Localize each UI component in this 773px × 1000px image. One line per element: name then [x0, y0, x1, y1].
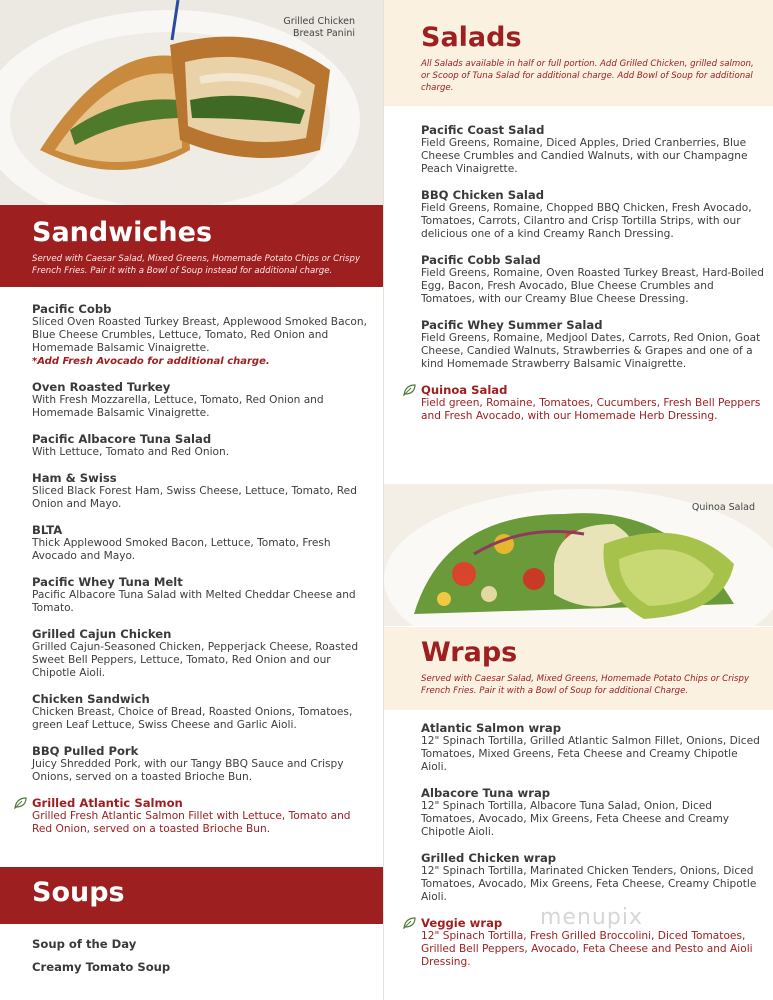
item-name: Oven Roasted Turkey — [32, 380, 171, 394]
menu-item — [421, 384, 766, 423]
item-description: Thick Applewood Smoked Bacon, Lettuce, Tomato, Fresh Avocado and Mayo. — [32, 537, 331, 562]
item-description: Field green, Romaine, Tomatoes, Cucumbers, Fresh Bell Peppers and Fresh Avocado, with our Homemade Herb Dressing. — [421, 397, 761, 422]
quinoa-caption: Quinoa Salad — [691, 502, 755, 513]
sandwiches-header — [0, 205, 383, 287]
sandwiches-note: Served with Caesar Salad, Mixed Greens, Homemade Potato Chips or Crispy French Fries. Pair it with a Bowl of Soup instead for additional charge. — [32, 254, 361, 276]
item-description: 12" Spinach Tortilla, Albacore Tuna Salad, Onion, Diced Tomatoes, Avocado, Mix Greens, Feta Cheese and Creamy Chipotle Aioli. — [421, 800, 730, 838]
wraps-list — [421, 722, 766, 982]
menu-item — [421, 787, 766, 839]
item-description: Grilled Fresh Atlantic Salmon Fillet with Lettuce, Tomato and Red Onion, served on a toasted Brioche Bun. — [32, 810, 351, 835]
leaf-icon — [14, 797, 27, 809]
leaf-icon — [403, 384, 416, 396]
item-description: Chicken Breast, Choice of Bread, Roasted Onions, Tomatoes, green Leaf Lettuce, Swiss Cheese and Garlic Aioli. — [32, 706, 353, 731]
item-name: Pacific Cobb Salad — [421, 253, 541, 267]
wraps-header — [384, 627, 773, 710]
menupix-watermark: menupix — [540, 905, 643, 930]
item-name: Pacific Whey Summer Salad — [421, 318, 603, 332]
left-column — [0, 0, 383, 1000]
item-name: Grilled Atlantic Salmon — [32, 796, 183, 810]
item-description: With Fresh Mozzarella, Lettuce, Tomato, Red Onion and Homemade Balsamic Vinaigrette. — [32, 394, 324, 419]
menu-item — [32, 693, 372, 732]
menu-item — [32, 303, 372, 368]
menu-item — [421, 189, 766, 241]
right-column — [383, 0, 773, 1000]
item-name: Pacific Albacore Tuna Salad — [32, 432, 212, 446]
salads-header — [384, 0, 773, 106]
item-name: Chicken Sandwich — [32, 692, 150, 706]
salads-title: Salads — [421, 22, 522, 53]
salads-note: All Salads available in half or full portion. Add Grilled Chicken, grilled salmon, or Scoop of Tuna Salad for additional charge. Add Bowl of Soup for additional charge. — [421, 59, 754, 93]
item-name: Atlantic Salmon wrap — [421, 721, 562, 735]
item-name: Quinoa Salad — [421, 383, 508, 397]
wraps-title: Wraps — [421, 637, 518, 668]
panini-caption-line2: Breast Panini — [292, 28, 355, 39]
menu-item — [32, 381, 372, 420]
item-name: Albacore Tuna wrap — [421, 786, 551, 800]
menu-item — [421, 319, 766, 371]
leaf-icon — [403, 917, 416, 929]
menu-item — [32, 628, 372, 680]
item-name: Pacific Coast Salad — [421, 123, 545, 137]
item-name: Veggie wrap — [421, 916, 503, 930]
menu-item — [421, 124, 766, 176]
menu-item — [32, 524, 372, 563]
item-note: *Add Fresh Avocado for additional charge. — [32, 356, 270, 367]
item-name: BBQ Chicken Salad — [421, 188, 544, 202]
item-description: Field Greens, Romaine, Medjool Dates, Carrots, Red Onion, Goat Cheese, Candied Walnuts, Strawberries & Grapes and one of a kind Homemade Strawberry Balsamic Vinaigrette. — [421, 332, 761, 370]
soups-header — [0, 867, 383, 924]
item-description: Grilled Cajun-Seasoned Chicken, Pepperjack Cheese, Roasted Sweet Bell Peppers, Lettuce, Tomato, Red Onion and our Chipotle Aioli. — [32, 641, 359, 679]
item-name: Ham & Swiss — [32, 471, 117, 485]
panini-caption — [235, 16, 355, 40]
item-name: Grilled Chicken wrap — [421, 851, 557, 865]
soup-item: Soup of the Day — [32, 937, 137, 951]
menu-item — [32, 472, 372, 511]
menu-item — [32, 576, 372, 615]
item-description: Juicy Shredded Pork, with our Tangy BBQ Sauce and Crispy Onions, served on a toasted Brioche Bun. — [32, 758, 344, 783]
item-description: Pacific Albacore Tuna Salad with Melted Cheddar Cheese and Tomato. — [32, 589, 356, 614]
item-name: Grilled Cajun Chicken — [32, 627, 172, 641]
item-description: With Lettuce, Tomato and Red Onion. — [32, 446, 230, 458]
item-name: Pacific Cobb — [32, 302, 112, 316]
menu-item — [421, 722, 766, 774]
menu-item — [421, 254, 766, 306]
item-name: BLTA — [32, 523, 63, 537]
menu-item — [32, 433, 372, 459]
item-description: Field Greens, Romaine, Chopped BBQ Chicken, Fresh Avocado, Tomatoes, Carrots, Cilantro and Crisp Tortilla Strips, with our delicious one of a kind Creamy Ranch Dressing. — [421, 202, 752, 240]
item-description: Sliced Black Forest Ham, Swiss Cheese, Lettuce, Tomato, Red Onion and Mayo. — [32, 485, 357, 510]
item-description: Sliced Oven Roasted Turkey Breast, Applewood Smoked Bacon, Blue Cheese Crumbles, Lettuce, Tomato, Red Onion and Homemade Balsamic Vinaigrette. — [32, 316, 367, 354]
item-description: 12" Spinach Tortilla, Grilled Atlantic Salmon Fillet, Onions, Diced Tomatoes, Mixed Greens, Feta Cheese and Creamy Chipotle Aioli. — [421, 735, 760, 773]
salads-list — [421, 124, 766, 436]
item-description: Field Greens, Romaine, Oven Roasted Turkey Breast, Hard-Boiled Egg, Bacon, Fresh Avocado, Blue Cheese Crumbles and Tomatoes, with our Creamy Blue Cheese Dressing. — [421, 267, 764, 305]
item-name: BBQ Pulled Pork — [32, 744, 139, 758]
panini-caption-line1: Grilled Chicken — [283, 16, 355, 27]
soups-title: Soups — [32, 877, 125, 908]
sandwiches-title: Sandwiches — [32, 217, 213, 248]
item-description: Field Greens, Romaine, Diced Apples, Dried Cranberries, Blue Cheese Crumbles and Candied Walnuts, with our Champagne Peach Vinaigrette. — [421, 137, 748, 175]
soup-item: Creamy Tomato Soup — [32, 960, 171, 974]
menu-item — [32, 745, 372, 784]
menu-item — [32, 797, 372, 836]
item-description: 12" Spinach Tortilla, Marinated Chicken Tenders, Onions, Diced Tomatoes, Avocado, Mix Greens, Feta Cheese, Creamy Chipotle Aioli. — [421, 865, 757, 903]
soups-list — [32, 938, 372, 984]
item-description: 12" Spinach Tortilla, Fresh Grilled Broccolini, Diced Tomatoes, Grilled Bell Peppers, Avocado, Feta Cheese and Pesto and Aioli Dressing. — [421, 930, 753, 968]
item-name: Pacific Whey Tuna Melt — [32, 575, 183, 589]
sandwiches-list — [32, 303, 372, 849]
menu-item — [421, 852, 766, 904]
wraps-note: Served with Caesar Salad, Mixed Greens, Homemade Potato Chips or Crispy French Fries. Pair it with a Bowl of Soup for additional Charge. — [421, 674, 750, 696]
